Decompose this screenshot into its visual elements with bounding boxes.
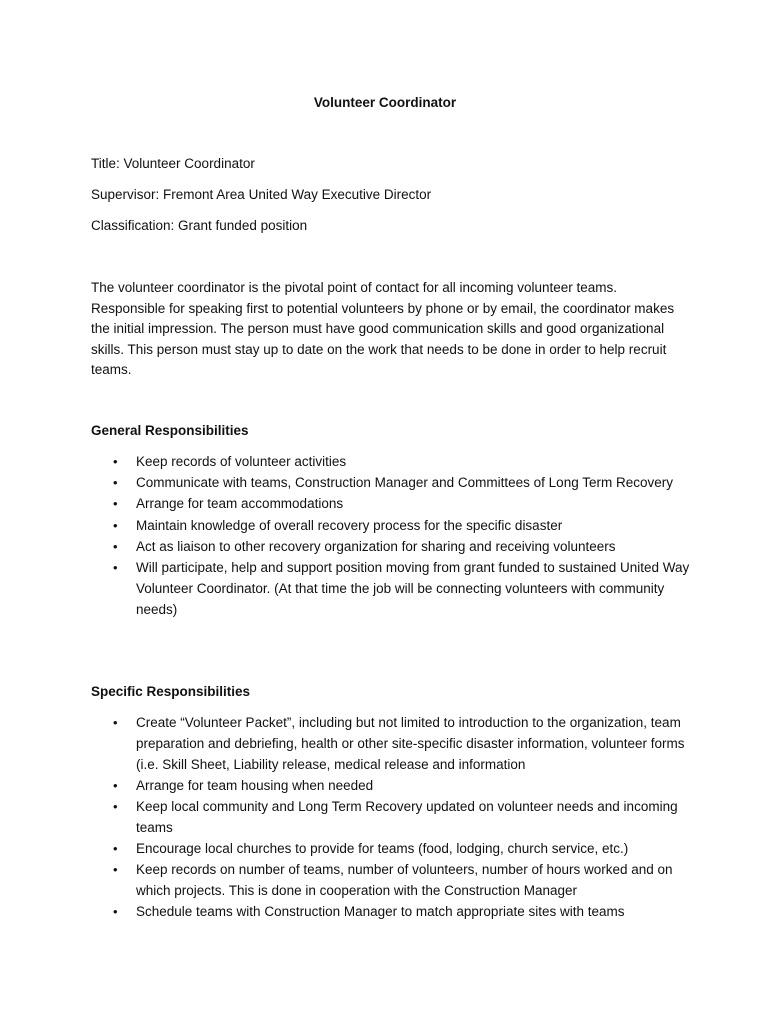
list-item [91,902,691,923]
list-item-text: Act as liaison to other recovery organization for sharing and receiving volunteers [136,538,616,554]
list-item-text: Communicate with teams, Construction Manager and Committees of Long Term Recovery [136,475,673,491]
general-responsibilities-list [91,452,691,621]
list-item [91,537,691,558]
classification-line: Classification: Grant funded position [91,218,308,233]
bullet-icon: • [113,840,118,856]
bullet-icon: • [113,475,118,491]
list-item [91,516,691,537]
bullet-icon: • [113,777,118,793]
list-item-text: Create “Volunteer Packet”, including but not limited to introduction to the organization, team preparation and debriefing, health or other site-specific disaster information, volunteer forms (i.e. Skill Sheet, Liability release, medical release and information [136,715,685,772]
list-item-text: Arrange for team housing when needed [136,777,374,793]
list-item [91,473,691,494]
supervisor-line: Supervisor: Fremont Area United Way Executive Director [91,187,432,202]
list-item [91,860,691,902]
list-item-text: Keep records on number of teams, number of volunteers, number of hours worked and on which projects. This is done in cooperation with the Construction Manager [136,862,673,898]
bullet-icon: • [113,454,118,469]
bullet-icon: • [113,904,118,920]
general-responsibilities-heading: General Responsibilities [91,423,249,438]
list-item-text: Keep records of volunteer activities [136,454,347,469]
list-item [91,776,691,797]
bullet-icon: • [113,517,118,533]
list-item [91,452,691,473]
list-item-text: Schedule teams with Construction Manager to match appropriate sites with teams [136,904,625,920]
list-item [91,558,691,620]
specific-responsibilities-heading: Specific Responsibilities [91,684,251,699]
list-item-text: Arrange for team accommodations [136,496,344,512]
bullet-icon: • [113,559,118,575]
bullet-icon: • [113,715,118,730]
intro-paragraph: The volunteer coordinator is the pivotal point of contact for all incoming volunteer teams. Responsible for speaking first to potential volunteers by phone or by email, the coordinator makes the initial impression. The person must have good communication skills and good organizational skills. This person must stay up to date on the work that needs to be done in order to help recruit teams. [91,280,675,377]
list-item-text: Will participate, help and support position moving from grant funded to sustained United Way Volunteer Coordinator. (At that time the job will be connecting volunteers with community needs) [136,559,690,617]
bullet-icon: • [113,538,118,554]
list-item [91,839,691,860]
specific-responsibilities-list [91,713,691,923]
list-item-text: Keep local community and Long Term Recovery updated on volunteer needs and incoming teams [136,798,678,835]
bullet-icon: • [113,798,118,814]
list-item-text: Encourage local churches to provide for teams (food, lodging, church service, etc.) [136,840,629,856]
list-item [91,797,691,839]
list-item [91,713,691,775]
bullet-icon: • [113,862,118,878]
document-heading: Volunteer Coordinator [313,95,457,110]
list-item [91,494,691,515]
bullet-icon: • [113,496,118,512]
job-title-line: Title: Volunteer Coordinator [91,156,255,171]
list-item-text: Maintain knowledge of overall recovery process for the specific disaster [136,517,563,533]
